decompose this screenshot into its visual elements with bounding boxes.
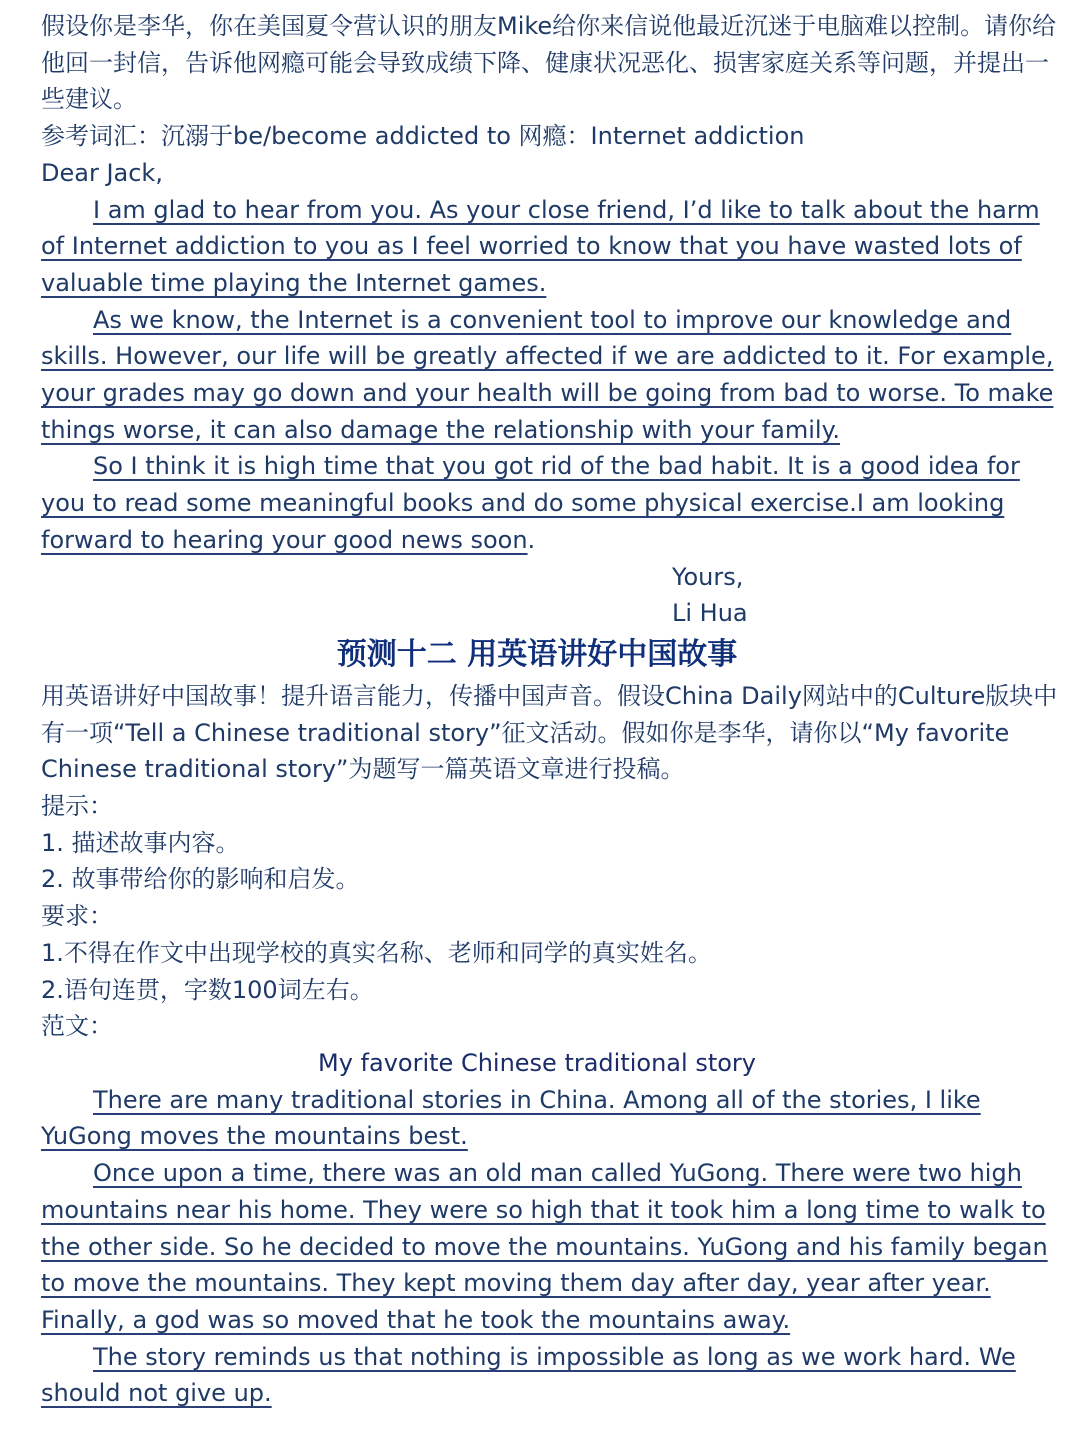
requirement-item: 1.不得在作文中出现学校的真实名称、老师和同学的真实姓名。 (41, 938, 712, 967)
essay-title: My favorite Chinese traditional story (318, 1048, 756, 1077)
letter-salutation: Dear Jack, (41, 158, 163, 187)
reference-vocabulary: 参考词汇：沉溺于be/become addicted to 网瘾：Internet addiction (41, 122, 805, 151)
letter-signature: Li Hua (672, 599, 748, 628)
hints-label: 提示： (41, 792, 113, 821)
essay-paragraph-2 (41, 1155, 1065, 1339)
requirements-label: 要求： (41, 902, 113, 931)
letter-paragraph-2 (41, 302, 1065, 449)
letter-paragraph-3-period: . (527, 525, 536, 554)
essay-task-prompt: 用英语讲好中国故事！提升语言能力，传播中国声音。假设China Daily网站中的Culture版块中有一项“Tell a Chinese traditional story”征文活动。假如你是李华，请你以“My favorite Chinese traditional story”为题写一篇英语文章进行投稿。 (41, 681, 1058, 784)
essay-paragraph-3 (41, 1339, 1065, 1412)
letter-task-prompt: 假设你是李华，你在美国夏令营认识的朋友Mike给你来信说他最近沉迷于电脑难以控制。请你给他回一封信，告诉他网瘾可能会导致成绩下降、健康状况恶化、损害家庭关系等问题，并提出一些建议。 (41, 12, 1057, 114)
essay-paragraph-1 (41, 1082, 1065, 1155)
essay-paragraph-3-text: The story reminds us that nothing is impossible as long as we work hard. We should not give up. (41, 1342, 1016, 1408)
essay-paragraph-2-text: Once upon a time, there was an old man called YuGong. There were two high mountains near his home. They were so high that it took him a long time to walk to the other side. So he decided to move the mountains. YuGong and his family began to move the mountains. They kept moving them day after day, year after year. Finally, a god was so moved that he took the mountains away. (41, 1159, 1048, 1334)
requirement-item: 2.语句连贯，字数100词左右。 (41, 975, 374, 1004)
hint-item: 2. 故事带给你的影响和启发。 (41, 865, 360, 894)
sample-essay-label: 范文： (41, 1012, 113, 1041)
letter-paragraph-1-text: I am glad to hear from you. As your close friend, I’d like to talk about the harm of Internet addiction to you as I feel worried to know that you have wasted lots of valuable time playing the Internet games. (41, 195, 1040, 297)
section-heading: 预测十二 用英语讲好中国故事 (336, 636, 738, 672)
letter-closing: Yours, (672, 562, 744, 591)
document-page (41, 8, 1065, 1412)
hint-item: 1. 描述故事内容。 (41, 828, 240, 857)
essay-paragraph-1-text: There are many traditional stories in China. Among all of the stories, I like YuGong moves the mountains best. (41, 1085, 981, 1151)
letter-paragraph-1 (41, 192, 1065, 302)
letter-paragraph-2-text: As we know, the Internet is a convenient tool to improve our knowledge and skills. However, our life will be greatly affected if we are addicted to it. For example, your grades may go down and your health will be going from bad to worse. To make things worse, it can also damage the relationship with your family. (41, 305, 1054, 444)
letter-paragraph-3 (41, 448, 1065, 558)
letter-paragraph-3-text: So I think it is high time that you got rid of the bad habit. It is a good idea for you to read some meaningful books and do some physical exercise.I am looking forward to hearing your good news soon (41, 452, 1020, 554)
